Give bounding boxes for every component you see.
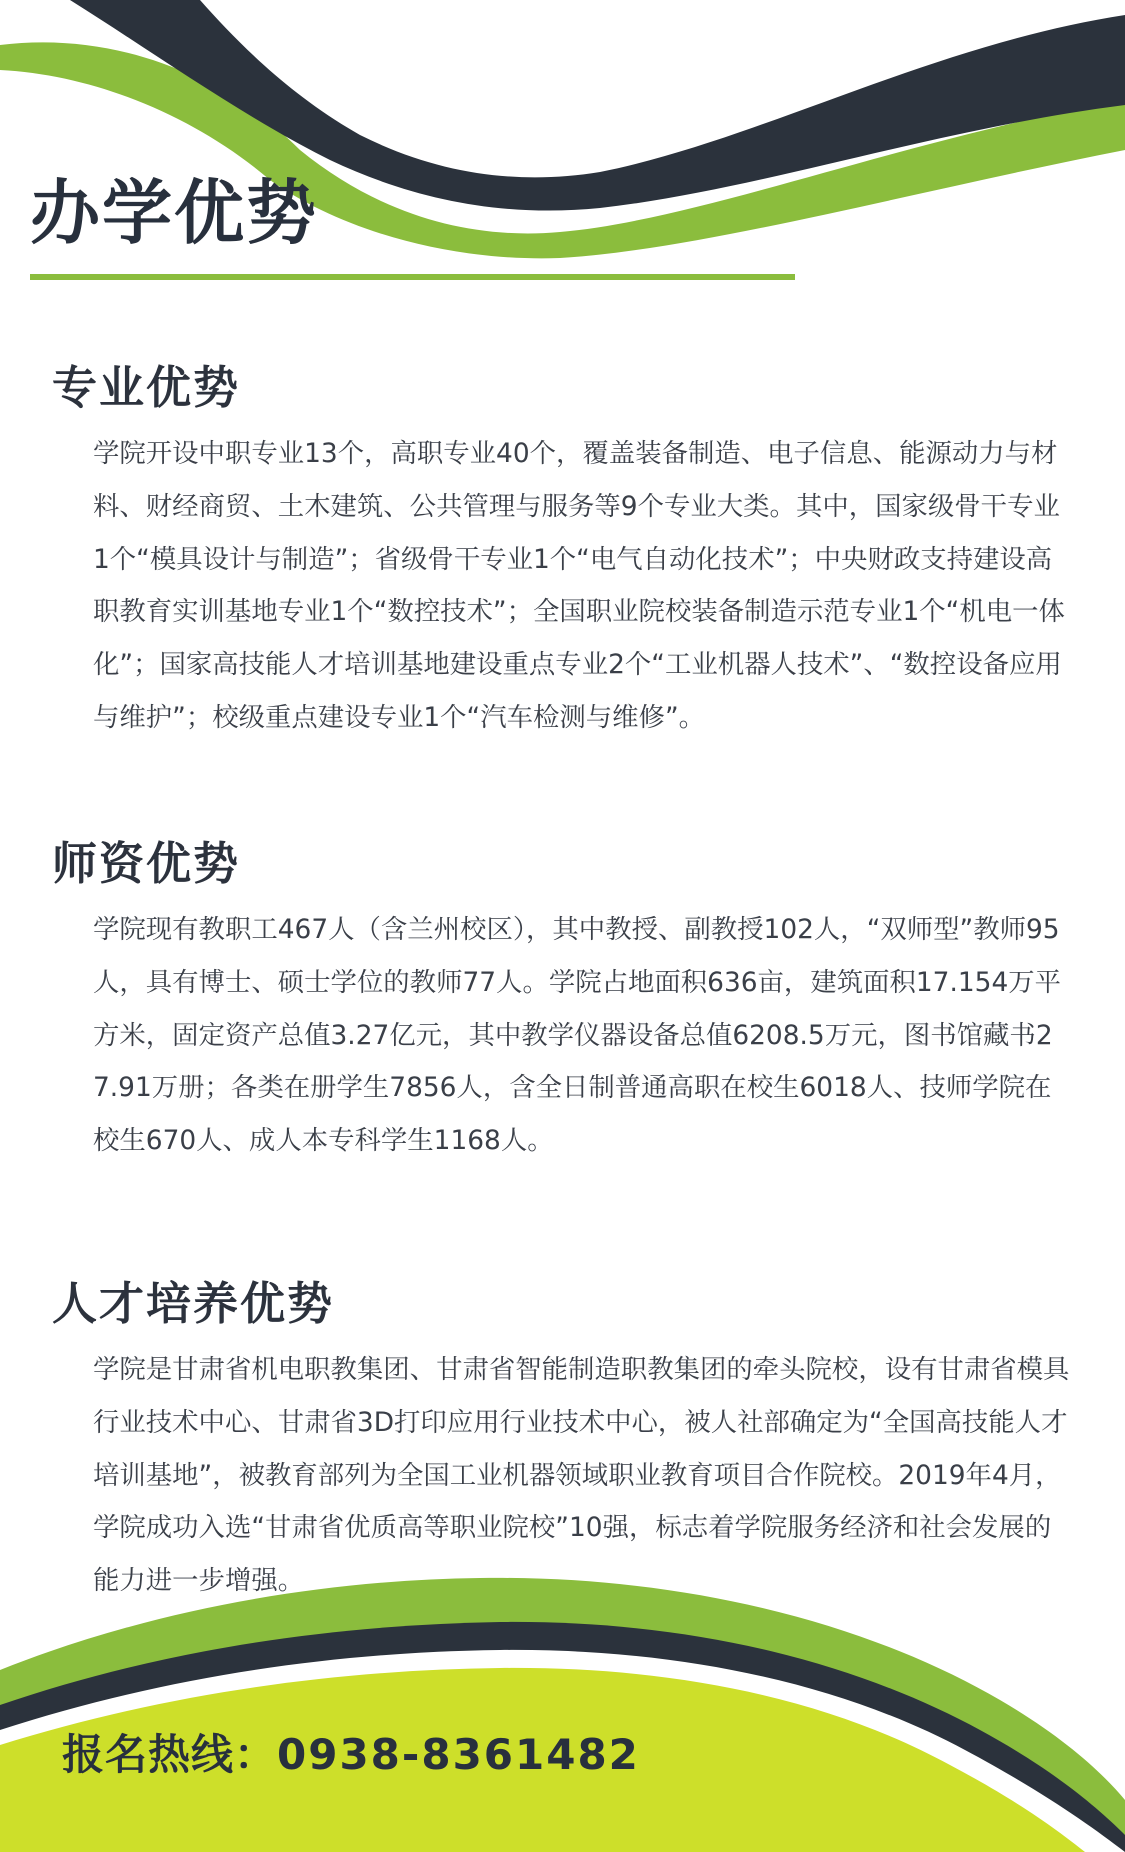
section-heading-talent-advantage: 人才培养优势 <box>52 1277 335 1330</box>
section-body-talent-advantage: 学院是甘肃省机电职教集团、甘肃省智能制造职教集团的牵头院校，设有甘肃省模具行业技术中心、甘肃省3D打印应用行业技术中心，被人社部确定为“全国高技能人才培训基地”，被教育部列为全国工业机器领域职业教育项目合作院校。2019年4月，学院成功入选“甘肃省优质高等职业院校”10强，标志着学院服务经济和社会发展的能力进一步增强。 <box>93 1354 1070 1597</box>
page-title: 办学优势 <box>30 172 318 254</box>
hotline-label: 报名热线： <box>62 1730 278 1779</box>
section-heading-major-advantage: 专业优势 <box>52 361 241 414</box>
enrollment-hotline <box>62 1727 640 1783</box>
section-body-major-advantage: 学院开设中职专业13个，高职专业40个，覆盖装备制造、电子信息、能源动力与材料、财经商贸、土木建筑、公共管理与服务等9个专业大类。其中，国家级骨干专业1个“模具设计与制造”；省级骨干专业1个“电气自动化技术”；中央财政支持建设高职教育实训基地专业1个“数控技术”；全国职业院校装备制造示范专业1个“机电一体化”；国家高技能人才培训基地建设重点专业2个“工业机器人技术”、“数控设备应用与维护”；校级重点建设专业1个“汽车检测与维修”。 <box>93 438 1065 733</box>
title-underline <box>30 274 795 280</box>
bottom-wave-decoration <box>0 1570 1125 1852</box>
section-heading-faculty-advantage: 师资优势 <box>52 837 241 890</box>
hotline-number[interactable]: 0938-8361482 <box>277 1730 640 1779</box>
section-body-faculty-advantage: 学院现有教职工467人（含兰州校区），其中教授、副教授102人，“双师型”教师95人，具有博士、硕士学位的教师77人。学院占地面积636亩，建筑面积17.154万平方米，固定资产总值3.27亿元，其中教学仪器设备总值6208.5万元，图书馆藏书27.91万册；各类在册学生7856人，含全日制普通高职在校生6018人、技师学院在校生670人、成人本专科学生1168人。 <box>93 914 1062 1157</box>
